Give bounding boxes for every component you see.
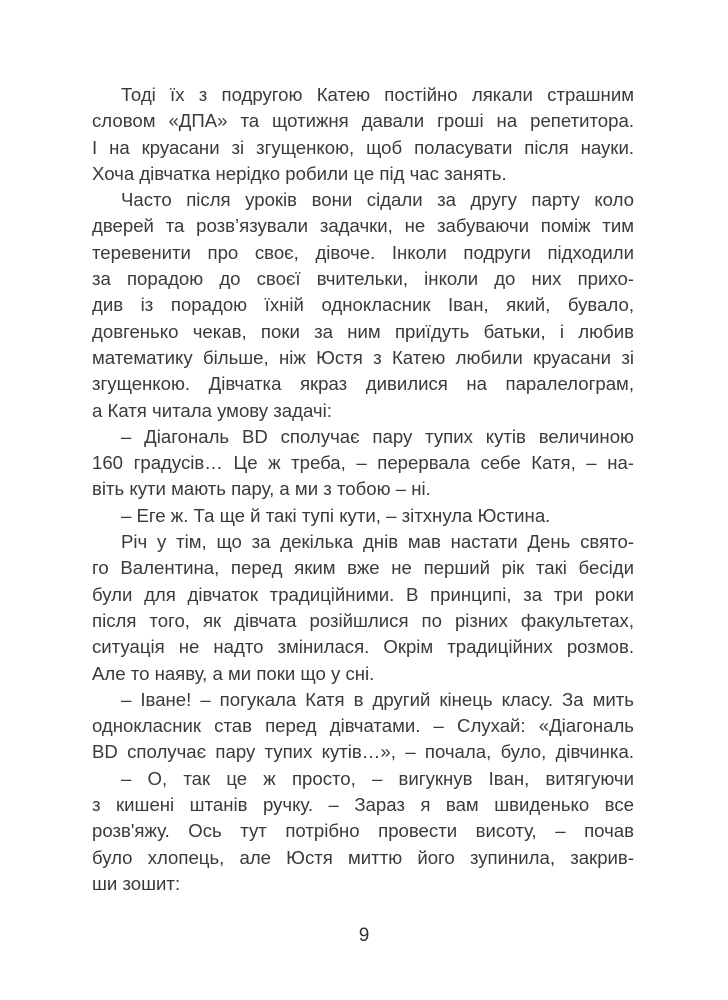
text-line: словом «ДПА» та щотижня давали гроші на репетитора. [92, 110, 634, 132]
text-line: го Валентина, перед яким вже не перший рік такі бесіди [92, 557, 634, 579]
book-page-text [92, 82, 634, 897]
text-line: Хоча дівчатка нерідко робили це під час занять. [92, 162, 507, 184]
text-line: ситуація не надто змінилася. Окрім традиційних розмов. [92, 636, 634, 658]
text-line: – Діагональ BD сполучає пару тупих кутів величиною [121, 425, 634, 447]
page-number: 9 [358, 925, 370, 946]
text-line: було хлопець, але Юстя миттю його зупинила, закрив- [92, 846, 634, 868]
text-line: Річ у тім, що за декілька днів мав настати День свято- [121, 531, 634, 553]
text-line: після того, як дівчата розійшлися по різних факультетах, [92, 609, 634, 631]
text-line: розв'яжу. Ось тут потрібно провести висоту, – почав [92, 820, 634, 842]
text-line: Тоді їх з подругою Катею постійно лякали страшним [121, 84, 634, 105]
text-line: однокласник став перед дівчатами. – Слухай: «Діагональ [92, 715, 634, 737]
text-line: Часто після уроків вони сідали за другу парту коло [121, 189, 634, 211]
text-line: математику більше, ніж Юстя з Катею любили круасани зі [92, 346, 634, 368]
text-line: – Іване! – погукала Катя в другий кінець класу. За мить [121, 688, 634, 710]
text-line: ши зошит: [92, 872, 181, 894]
text-line: з кишені штанів ручку. – Зараз я вам швиденько все [92, 794, 634, 816]
text-line: віть кути мають пару, а ми з тобою – ні. [92, 478, 431, 500]
text-line: довгенько чекав, поки за ним приїдуть батьки, і любив [92, 320, 634, 342]
text-line: а Катя читала умову задачі: [92, 399, 332, 421]
text-line: див із порадою їхній однокласник Іван, який, бувало, [92, 294, 634, 316]
text-line: дверей та розв’язували задачки, не забуваючи поміж тим [92, 215, 634, 237]
text-line: 160 градусів… Це ж треба, – перервала себе Катя, – на- [92, 452, 634, 474]
text-line: – Еге ж. Та ще й такі тупі кути, – зітхнула Юстина. [121, 504, 551, 526]
text-line: згущенкою. Дівчатка якраз дивилися на паралелограм, [92, 373, 634, 395]
text-line: – О, так це ж просто, – вигукнув Іван, витягуючи [121, 767, 634, 789]
text-line: за порадою до своєї вчительки, інколи до них прихо- [92, 268, 634, 290]
text-line: теревенити про своє, дівоче. Інколи подруги підходили [92, 241, 634, 263]
text-line: І на круасани зі згущенкою, щоб поласувати після науки. [92, 136, 634, 158]
text-line: BD сполучає пару тупих кутів…», – почала, було, дівчинка. [92, 741, 634, 763]
text-line: були для дівчаток традиційними. В принципі, за три роки [92, 583, 634, 605]
text-line: Але то наяву, а ми поки що у сні. [92, 662, 375, 684]
